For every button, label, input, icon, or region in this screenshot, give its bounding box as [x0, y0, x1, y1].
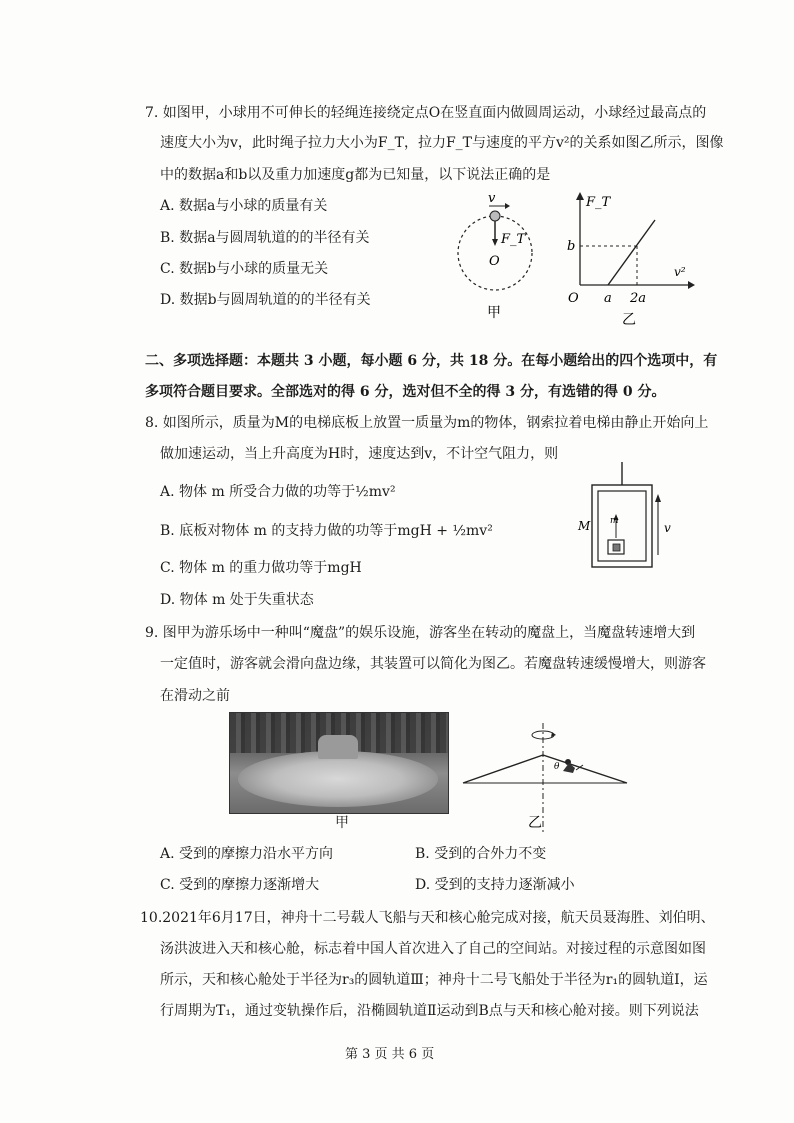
page-footer: 第 3 页 共 6 页	[345, 1047, 435, 1062]
q10-stem-line3: 所示，天和核心舱处于半径为r₃的圆轨道Ⅲ；神舟十二号飞船处于半径为r₁的圆轨道Ⅰ，运	[160, 972, 708, 988]
q7-yi-caption: 乙	[622, 312, 636, 328]
q7-yi-b-label: b	[567, 239, 576, 254]
q8-elevator-figure	[570, 460, 680, 575]
q7-stem-line2: 速度大小为v，此时绳子拉力大小为F_T，拉力F_T与速度的平方v²的关系如图乙所示，图像	[160, 135, 724, 151]
q7-figure-yi	[560, 190, 700, 330]
q8-option-b: B. 底板对物体 m 的支持力做的功等于mgH + ½mv²	[160, 523, 493, 539]
q9-option-c: C. 受到的摩擦力逐渐增大	[160, 877, 320, 893]
q8-fig-v-label: v	[664, 521, 671, 535]
q8-fig-M-label: M	[578, 519, 591, 533]
q7-option-b: B. 数据a与圆周轨道的的半径有关	[160, 230, 370, 246]
q10-stem-line4: 行周期为T₁，通过变轨操作后，沿椭圆轨道Ⅱ运动到B点与天和核心舱对接。则下列说法	[160, 1003, 699, 1019]
q7-yi-o-label: O	[568, 291, 579, 306]
q7-option-d: D. 数据b与圆周轨道的的半径有关	[160, 292, 371, 308]
q9-stem-line3: 在滑动之前	[160, 688, 230, 704]
q8-fig-m-label: m	[610, 516, 619, 526]
q7-stem-line1: 7. 如图甲，小球用不可伸长的轻绳连接绕定点O在竖直面内做圆周运动，小球经过最高点的	[145, 105, 707, 121]
q7-figure-jia	[455, 193, 545, 328]
q7-stem-line3: 中的数据a和b以及重力加速度g都为已知量，以下说法正确的是	[160, 167, 551, 183]
section2-header-line1: 二、多项选择题：本题共 3 小题，每小题 6 分，共 18 分。在每小题给出的四个选项中，有	[145, 353, 718, 369]
photo-people	[318, 735, 358, 759]
q7-yi-a-label: a	[604, 291, 612, 306]
q7-jia-ft-label: F_T	[501, 232, 526, 247]
q9-stem-line1: 9. 图甲为游乐场中一种叫“魔盘”的娱乐设施，游客坐在转动的魔盘上，当魔盘转速增大到	[145, 625, 696, 641]
q8-option-a: A. 物体 m 所受合力做的功等于½mv²	[160, 484, 396, 500]
q9-figure-yi	[455, 715, 640, 840]
q9-caption-yi: 乙	[528, 815, 542, 831]
q7-option-a: A. 数据a与小球的质量有关	[160, 198, 328, 214]
q7-yi-2a-label: 2a	[630, 291, 647, 306]
section2-header-line2: 多项符合题目要求。全部选对的得 6 分，选对但不全的得 3 分，有选错的得 0 分。	[145, 384, 666, 400]
q8-option-d: D. 物体 m 处于失重状态	[160, 592, 314, 608]
q10-stem-line1: 10.2021年6月17日，神舟十二号载人飞船与天和核心舱完成对接，航天员聂海胜、刘伯明、	[140, 910, 715, 926]
q8-stem-line1: 8. 如图所示，质量为M的电梯底板上放置一质量为m的物体，钢索拉着电梯由静止开始向上	[145, 415, 709, 431]
q8-option-c: C. 物体 m 的重力做功等于mgH	[160, 560, 362, 576]
q7-yi-ylabel: F_T	[586, 195, 611, 210]
q9-option-b: B. 受到的合外力不变	[415, 846, 547, 862]
q7-jia-v-label: v	[488, 193, 496, 206]
q9-caption-jia: 甲	[335, 815, 349, 831]
q7-yi-xlabel: v²	[674, 265, 686, 279]
svg-text:θ: θ	[554, 762, 560, 772]
q9-photo-magic-disc	[229, 712, 449, 814]
q8-stem-line2: 做加速运动，当上升高度为H时，速度达到v，不计空气阻力，则	[160, 446, 559, 462]
q9-option-d: D. 受到的支持力逐渐减小	[415, 877, 575, 893]
photo-disc	[238, 751, 438, 807]
q10-stem-line2: 汤洪波进入天和核心舱，标志着中国人首次进入了自己的空间站。对接过程的示意图如图	[160, 941, 706, 957]
q7-jia-caption: 甲	[487, 305, 501, 321]
q7-option-c: C. 数据b与小球的质量无关	[160, 261, 329, 277]
q9-option-a: A. 受到的摩擦力沿水平方向	[160, 846, 334, 862]
q7-jia-o-label: O	[489, 254, 500, 269]
q9-stem-line2: 一定值时，游客就会滑向盘边缘，其装置可以简化为图乙。若魔盘转速缓慢增大，则游客	[160, 656, 706, 672]
